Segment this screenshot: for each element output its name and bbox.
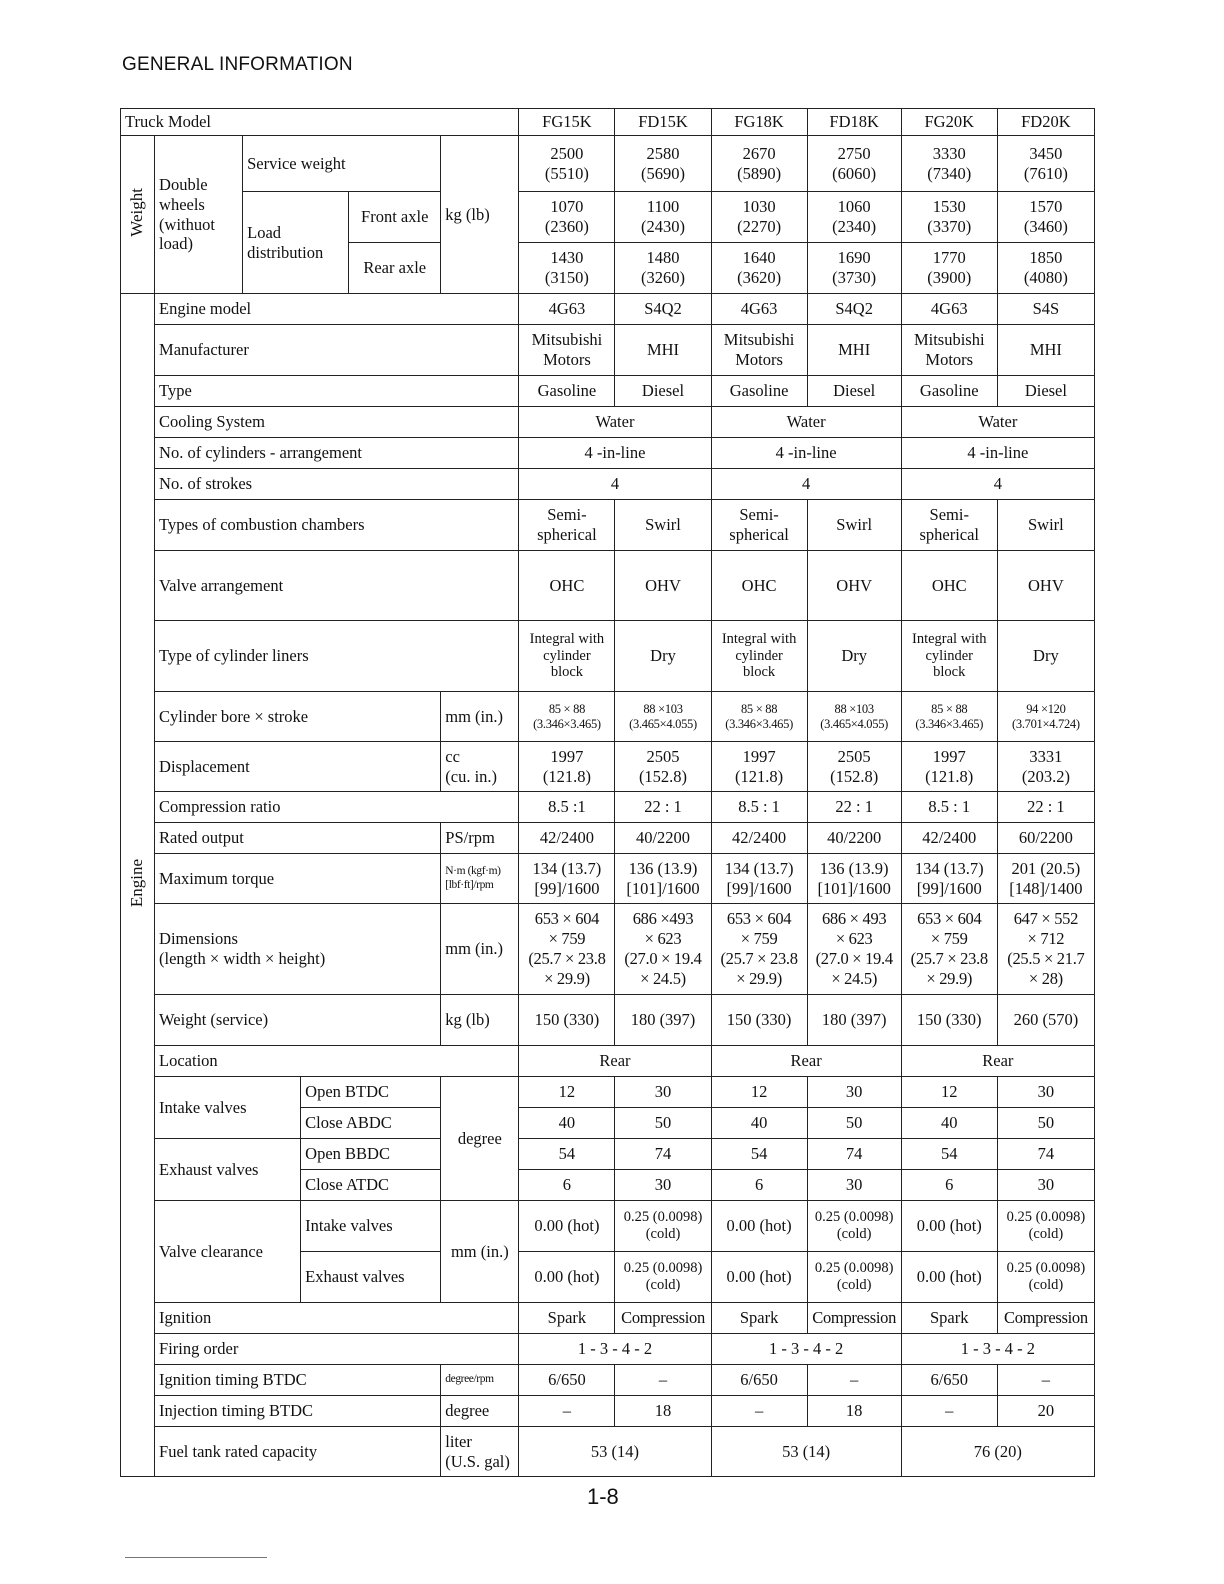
table-cell: 30 (615, 1077, 711, 1108)
weight-unit: kg (lb) (441, 136, 519, 294)
table-row (121, 792, 1095, 823)
table-row (121, 1303, 1095, 1334)
table-cell: 180 (397) (615, 995, 711, 1046)
table-cell: 85 × 88 (3.346×3.465) (519, 692, 615, 742)
row-label: Exhaust valves (301, 1252, 441, 1303)
table-cell: 6/650 (901, 1365, 997, 1396)
row-label: Open BTDC (301, 1077, 441, 1108)
table-cell: 1640 (3620) (711, 243, 807, 294)
table-cell: 85 × 88 (3.346×3.465) (901, 692, 997, 742)
table-row (121, 854, 1095, 904)
table-cell: 4G63 (901, 294, 997, 325)
table-cell: Swirl (997, 500, 1094, 551)
table-cell: 1430 (3150) (519, 243, 615, 294)
table-cell: 653 × 604 × 759 (25.7 × 23.8 × 29.9) (711, 904, 807, 995)
unit-cell: liter (U.S. gal) (441, 1427, 519, 1477)
table-cell: 0.25 (0.0098) (cold) (615, 1201, 711, 1252)
table-cell: 53 (14) (519, 1427, 711, 1477)
table-cell: 134 (13.7) [99]/1600 (711, 854, 807, 904)
model-header: FD15K (615, 109, 711, 136)
row-label: Rated output (155, 823, 441, 854)
table-cell: 74 (807, 1139, 901, 1170)
row-label: Ignition timing BTDC (155, 1365, 441, 1396)
table-cell: 150 (330) (901, 995, 997, 1046)
table-cell: 50 (807, 1108, 901, 1139)
table-cell: 686 × 493 × 623 (27.0 × 19.4 × 24.5) (807, 904, 901, 995)
model-header: FG15K (519, 109, 615, 136)
table-cell: 0.25 (0.0098) (cold) (997, 1201, 1094, 1252)
table-cell: Dry (615, 621, 711, 692)
table-cell: Dry (807, 621, 901, 692)
engine-group-label: Engine (121, 294, 155, 1477)
table-cell: Diesel (997, 376, 1094, 407)
table-cell: 3330 (7340) (901, 136, 997, 192)
table-cell: Dry (997, 621, 1094, 692)
table-cell: 18 (807, 1396, 901, 1427)
unit-cell: N·m (kgf·m) [lbf·ft]/rpm (441, 854, 519, 904)
table-cell: OHV (807, 551, 901, 621)
row-label: Displacement (155, 742, 441, 792)
table-cell: 94 ×120 (3.701×4.724) (997, 692, 1094, 742)
table-cell: 1530 (3370) (901, 192, 997, 243)
unit-cell: degree/rpm (441, 1365, 519, 1396)
table-cell: 4 (901, 469, 1094, 500)
table-cell: 4G63 (711, 294, 807, 325)
unit-cell: degree (441, 1396, 519, 1427)
table-cell: OHV (615, 551, 711, 621)
table-cell: Mitsubishi Motors (519, 325, 615, 376)
table-cell: Rear (901, 1046, 1094, 1077)
row-label: Intake valves (301, 1201, 441, 1252)
table-cell: Semi- spherical (901, 500, 997, 551)
table-row (121, 742, 1095, 792)
table-cell: 2580 (5690) (615, 136, 711, 192)
table-cell: 1997 (121.8) (901, 742, 997, 792)
table-cell: 1997 (121.8) (711, 742, 807, 792)
table-cell: MHI (807, 325, 901, 376)
table-cell: Swirl (807, 500, 901, 551)
table-cell: 50 (997, 1108, 1094, 1139)
table-cell: S4Q2 (615, 294, 711, 325)
table-cell: 22 : 1 (615, 792, 711, 823)
table-cell: 8.5 : 1 (711, 792, 807, 823)
table-cell: Integral with cylinder block (711, 621, 807, 692)
row-label: Injection timing BTDC (155, 1396, 441, 1427)
table-cell: 6/650 (711, 1365, 807, 1396)
unit-cell: kg (lb) (441, 995, 519, 1046)
intake-valves-label: Intake valves (155, 1077, 301, 1139)
table-cell: 0.25 (0.0098) (cold) (615, 1252, 711, 1303)
table-row (121, 500, 1095, 551)
table-cell: OHC (711, 551, 807, 621)
row-label: Dimensions (length × width × height) (155, 904, 441, 995)
table-cell: 88 ×103 (3.465×4.055) (807, 692, 901, 742)
table-cell: 1770 (3900) (901, 243, 997, 294)
table-row (121, 995, 1095, 1046)
table-cell: 4 (711, 469, 901, 500)
table-cell: Compression (615, 1303, 711, 1334)
service-weight-label: Service weight (243, 136, 441, 192)
table-cell: Gasoline (901, 376, 997, 407)
table-cell: Water (901, 407, 1094, 438)
decorative-rule (125, 1557, 267, 1558)
table-cell: Spark (901, 1303, 997, 1334)
exhaust-valves-label: Exhaust valves (155, 1139, 301, 1201)
table-row (121, 1396, 1095, 1427)
table-cell: 22 : 1 (807, 792, 901, 823)
row-label: Weight (service) (155, 995, 441, 1046)
table-cell: – (901, 1396, 997, 1427)
table-cell: 30 (997, 1077, 1094, 1108)
table-cell: 1 - 3 - 4 - 2 (711, 1334, 901, 1365)
row-label: Fuel tank rated capacity (155, 1427, 441, 1477)
table-cell: 60/2200 (997, 823, 1094, 854)
table-header-row (121, 109, 1095, 136)
table-cell: Diesel (615, 376, 711, 407)
unit-cell: cc (cu. in.) (441, 742, 519, 792)
table-cell: 53 (14) (711, 1427, 901, 1477)
table-cell: 30 (807, 1170, 901, 1201)
table-cell: 1100 (2430) (615, 192, 711, 243)
table-row (121, 1365, 1095, 1396)
table-cell: 42/2400 (519, 823, 615, 854)
table-row (121, 192, 1095, 243)
row-label: Ignition (155, 1303, 519, 1334)
unit-cell: PS/rpm (441, 823, 519, 854)
table-cell: S4Q2 (807, 294, 901, 325)
table-cell: – (807, 1365, 901, 1396)
table-cell: 54 (901, 1139, 997, 1170)
table-row (121, 823, 1095, 854)
table-cell: MHI (615, 325, 711, 376)
row-label: Manufacturer (155, 325, 519, 376)
row-label: Compression ratio (155, 792, 519, 823)
table-cell: Rear (519, 1046, 711, 1077)
table-cell: 1 - 3 - 4 - 2 (519, 1334, 711, 1365)
table-cell: 12 (711, 1077, 807, 1108)
table-row (121, 551, 1095, 621)
table-cell: 1070 (2360) (519, 192, 615, 243)
row-label: Engine model (155, 294, 519, 325)
table-row (121, 621, 1095, 692)
table-cell: 42/2400 (901, 823, 997, 854)
table-cell: Semi- spherical (711, 500, 807, 551)
table-cell: 0.00 (hot) (901, 1201, 997, 1252)
table-cell: 22 : 1 (997, 792, 1094, 823)
table-cell: 40 (519, 1108, 615, 1139)
table-cell: Integral with cylinder block (901, 621, 997, 692)
row-label: No. of strokes (155, 469, 519, 500)
table-cell: OHC (901, 551, 997, 621)
table-cell: 40 (901, 1108, 997, 1139)
table-cell: 12 (519, 1077, 615, 1108)
table-cell: 2750 (6060) (807, 136, 901, 192)
table-cell: 4 -in-line (901, 438, 1094, 469)
table-cell: 40 (711, 1108, 807, 1139)
table-row (121, 325, 1095, 376)
table-row (121, 1334, 1095, 1365)
table-cell: 3450 (7610) (997, 136, 1094, 192)
table-cell: 18 (615, 1396, 711, 1427)
table-cell: 653 × 604 × 759 (25.7 × 23.8 × 29.9) (901, 904, 997, 995)
table-cell: 54 (519, 1139, 615, 1170)
model-header: FD20K (997, 109, 1094, 136)
table-cell: 4 (519, 469, 711, 500)
table-row (121, 407, 1095, 438)
table-cell: 1997 (121.8) (519, 742, 615, 792)
row-label: Type (155, 376, 519, 407)
table-row (121, 1427, 1095, 1477)
table-cell: 0.25 (0.0098) (cold) (807, 1252, 901, 1303)
table-cell: Integral with cylinder block (519, 621, 615, 692)
table-cell: Mitsubishi Motors (901, 325, 997, 376)
table-cell: Diesel (807, 376, 901, 407)
row-label: Types of combustion chambers (155, 500, 519, 551)
table-cell: S4S (997, 294, 1094, 325)
table-cell: 0.00 (hot) (901, 1252, 997, 1303)
table-cell: 8.5 :1 (519, 792, 615, 823)
table-cell: 134 (13.7) [99]/1600 (901, 854, 997, 904)
table-cell: 54 (711, 1139, 807, 1170)
table-cell: 647 × 552 × 712 (25.5 × 21.7 × 28) (997, 904, 1094, 995)
double-wheels-label: Double wheels (withuot load) (155, 136, 243, 294)
table-cell: 136 (13.9) [101]/1600 (615, 854, 711, 904)
table-cell: 4G63 (519, 294, 615, 325)
unit-cell: mm (in.) (441, 1201, 519, 1303)
load-distribution-label: Load distribution (243, 192, 349, 294)
table-cell: 50 (615, 1108, 711, 1139)
front-axle-label: Front axle (349, 192, 441, 243)
model-header: FG18K (711, 109, 807, 136)
table-cell: 2670 (5890) (711, 136, 807, 192)
table-cell: 1030 (2270) (711, 192, 807, 243)
table-row (121, 294, 1095, 325)
table-row (121, 1139, 1095, 1170)
page-title: GENERAL INFORMATION (122, 54, 353, 75)
table-cell: 4 -in-line (519, 438, 711, 469)
table-cell: Spark (711, 1303, 807, 1334)
specifications-table (120, 108, 1095, 1477)
table-cell: – (997, 1365, 1094, 1396)
table-cell: – (711, 1396, 807, 1427)
truck-model-label: Truck Model (121, 109, 519, 136)
table-cell: 150 (330) (519, 995, 615, 1046)
table-cell: – (519, 1396, 615, 1427)
unit-cell: degree (441, 1077, 519, 1201)
table-cell: 20 (997, 1396, 1094, 1427)
row-label: Maximum torque (155, 854, 441, 904)
table-cell: 40/2200 (615, 823, 711, 854)
table-cell: Semi- spherical (519, 500, 615, 551)
table-row (121, 692, 1095, 742)
row-label: Close ATDC (301, 1170, 441, 1201)
table-cell: 180 (397) (807, 995, 901, 1046)
table-cell: 2505 (152.8) (615, 742, 711, 792)
table-row (121, 1046, 1095, 1077)
table-cell: Compression (807, 1303, 901, 1334)
table-row (121, 469, 1095, 500)
table-cell: Rear (711, 1046, 901, 1077)
table-cell: MHI (997, 325, 1094, 376)
table-cell: 0.00 (hot) (519, 1252, 615, 1303)
row-label: Cooling System (155, 407, 519, 438)
row-label: Open BBDC (301, 1139, 441, 1170)
table-cell: 201 (20.5) [148]/1400 (997, 854, 1094, 904)
table-cell: 42/2400 (711, 823, 807, 854)
row-label: Valve arrangement (155, 551, 519, 621)
table-cell: Swirl (615, 500, 711, 551)
table-cell: 30 (997, 1170, 1094, 1201)
table-cell: 260 (570) (997, 995, 1094, 1046)
table-cell: 1570 (3460) (997, 192, 1094, 243)
model-header: FD18K (807, 109, 901, 136)
table-cell: 1 - 3 - 4 - 2 (901, 1334, 1094, 1365)
table-cell: 653 × 604 × 759 (25.7 × 23.8 × 29.9) (519, 904, 615, 995)
table-cell: 40/2200 (807, 823, 901, 854)
table-cell: OHV (997, 551, 1094, 621)
table-row (121, 1077, 1095, 1108)
table-row (121, 1201, 1095, 1252)
table-cell: 4 -in-line (711, 438, 901, 469)
table-row (121, 904, 1095, 995)
valve-clearance-label: Valve clearance (155, 1201, 301, 1303)
row-label: Close ABDC (301, 1108, 441, 1139)
table-cell: – (615, 1365, 711, 1396)
row-label: Cylinder bore × stroke (155, 692, 441, 742)
table-cell: Gasoline (519, 376, 615, 407)
weight-group-label: Weight (121, 136, 155, 294)
unit-cell: mm (in.) (441, 904, 519, 995)
row-label: No. of cylinders - arrangement (155, 438, 519, 469)
table-cell: 686 ×493 × 623 (27.0 × 19.4 × 24.5) (615, 904, 711, 995)
table-cell: Water (519, 407, 711, 438)
table-cell: 30 (615, 1170, 711, 1201)
table-cell: 2500 (5510) (519, 136, 615, 192)
table-row (121, 376, 1095, 407)
table-cell: 0.25 (0.0098) (cold) (807, 1201, 901, 1252)
table-cell: 6/650 (519, 1365, 615, 1396)
table-cell: OHC (519, 551, 615, 621)
table-cell: 6 (901, 1170, 997, 1201)
row-label: Firing order (155, 1334, 519, 1365)
table-cell: 0.00 (hot) (519, 1201, 615, 1252)
table-cell: 1060 (2340) (807, 192, 901, 243)
table-cell: Water (711, 407, 901, 438)
table-cell: 1850 (4080) (997, 243, 1094, 294)
table-cell: 74 (615, 1139, 711, 1170)
table-row (121, 438, 1095, 469)
table-cell: 0.00 (hot) (711, 1201, 807, 1252)
table-row (121, 136, 1095, 192)
table-cell: 0.00 (hot) (711, 1252, 807, 1303)
unit-cell: mm (in.) (441, 692, 519, 742)
table-cell: 1690 (3730) (807, 243, 901, 294)
table-cell: 85 × 88 (3.346×3.465) (711, 692, 807, 742)
table-cell: 12 (901, 1077, 997, 1108)
model-header: FG20K (901, 109, 997, 136)
table-cell: Mitsubishi Motors (711, 325, 807, 376)
rear-axle-label: Rear axle (349, 243, 441, 294)
table-cell: Compression (997, 1303, 1094, 1334)
table-cell: 0.25 (0.0098) (cold) (997, 1252, 1094, 1303)
table-cell: Gasoline (711, 376, 807, 407)
table-cell: 150 (330) (711, 995, 807, 1046)
table-cell: 2505 (152.8) (807, 742, 901, 792)
table-cell: 1480 (3260) (615, 243, 711, 294)
page-number: 1-8 (587, 1484, 619, 1509)
table-cell: 134 (13.7) [99]/1600 (519, 854, 615, 904)
table-cell: 6 (711, 1170, 807, 1201)
table-cell: Spark (519, 1303, 615, 1334)
table-cell: 88 ×103 (3.465×4.055) (615, 692, 711, 742)
table-cell: 6 (519, 1170, 615, 1201)
table-cell: 8.5 : 1 (901, 792, 997, 823)
table-cell: 74 (997, 1139, 1094, 1170)
table-cell: 3331 (203.2) (997, 742, 1094, 792)
table-cell: 76 (20) (901, 1427, 1094, 1477)
table-cell: 30 (807, 1077, 901, 1108)
row-label: Type of cylinder liners (155, 621, 519, 692)
row-label: Location (155, 1046, 519, 1077)
table-cell: 136 (13.9) [101]/1600 (807, 854, 901, 904)
